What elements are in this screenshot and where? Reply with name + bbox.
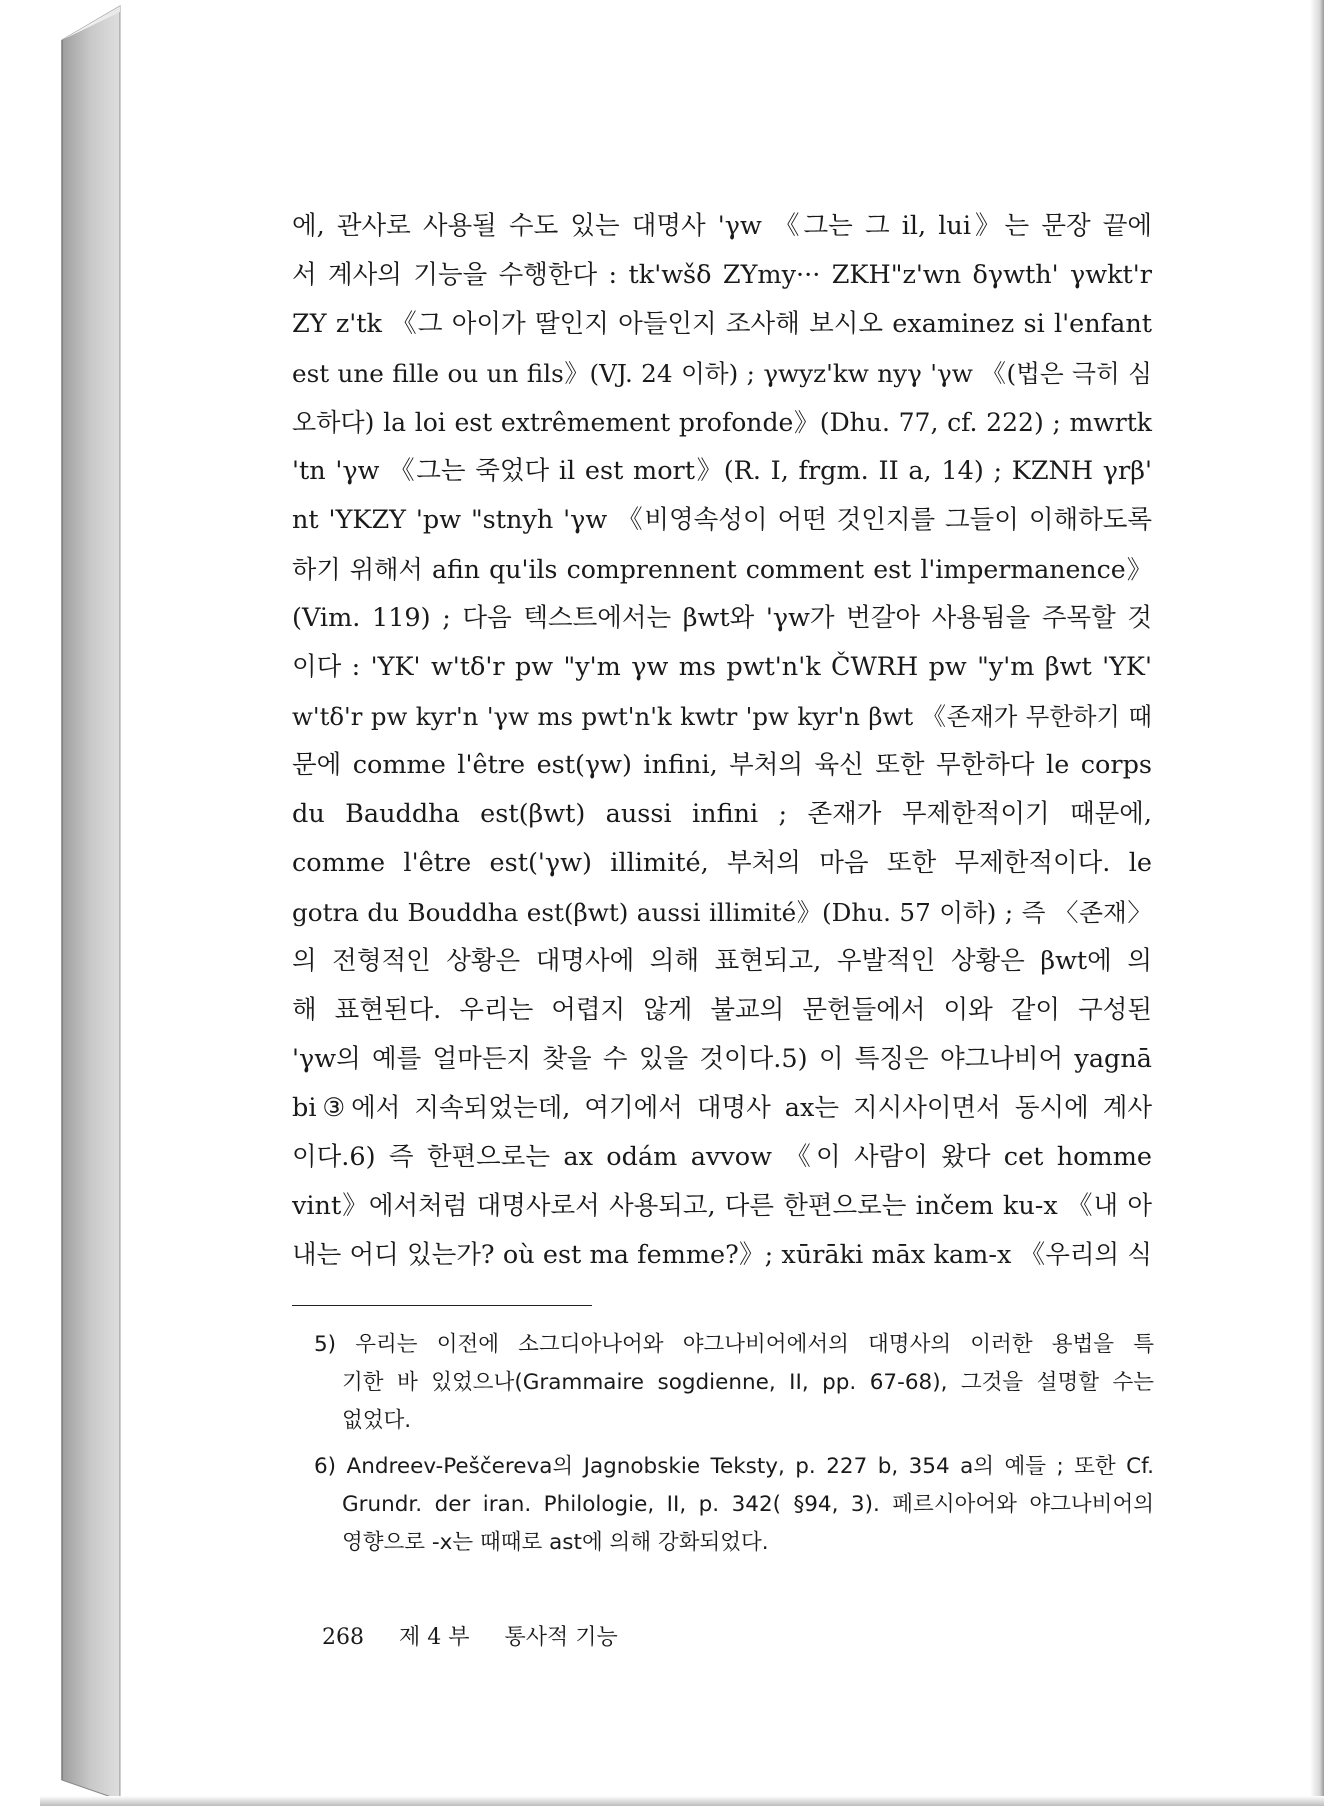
running-head-part: 제 4 부 — [399, 1625, 470, 1650]
text-line: 문에 comme l'être est(γw) infini, 부처의 육신 또한 무한하다 le corps — [292, 750, 1152, 780]
text-line: 오하다) la loi est extrêmement profonde》(Dhu. 77, cf. 222) ; mwrtk — [292, 408, 1152, 437]
text-line: vint》에서처럼 대명사로서 사용되고, 다른 한편으로는 inčem ku-x 《내 아 — [292, 1191, 1152, 1221]
text-line: ZY z'tk 《그 아이가 딸인지 아들인지 조사해 보시오 examinez si l'enfant — [292, 309, 1152, 339]
text-line: 'tn 'γw 《그는 죽었다 il est mort》(R. I, frgm. II a, 14) ; KZNH γrβ' — [292, 456, 1152, 486]
text-line: w'tδ'r pw kyr'n 'γw ms pwt'n'k kwtr 'pw kyr'n βwt 《존재가 무한하기 때 — [292, 702, 1152, 731]
running-head-section: 통사적 기능 — [504, 1625, 618, 1650]
text-line: 이다.6) 즉 한편으로는 ax odám avvow 《이 사람이 왔다 cet homme — [292, 1142, 1152, 1172]
footnote-line: 기한 바 있었으나(Grammaire sogdienne, II, pp. 67-68), 그것을 설명할 수는 — [342, 1370, 1154, 1395]
page-right-shadow — [1310, 0, 1324, 1806]
text-line: comme l'être est('γw) illimité, 부처의 마음 또한 무제한적이다. le — [292, 848, 1152, 878]
text-line: gotra du Bouddha est(βwt) aussi illimité》(Dhu. 57 이하) ; 즉 〈존재〉 — [292, 898, 1152, 927]
footnote-line: 6) Andreev-Peščereva의 Jagnobskie Teksty, p. 227 b, 354 a의 예들 ; 또한 Cf. — [314, 1454, 1154, 1479]
text-line: 'γw의 예를 얼마든지 찾을 수 있을 것이다.5) 이 특징은 야그나비어 yagnā — [292, 1044, 1152, 1074]
text-line: 이다 : 'YK' w'tδ'r pw "y'm γw ms pwt'n'k ČWRH pw "y'm βwt 'YK' — [292, 652, 1152, 682]
text-line: 내는 어디 있는가? où est ma femme?》; xūrāki māx kam-x 《우리의 식 — [292, 1240, 1152, 1270]
footnotes-block — [314, 1326, 1154, 1562]
footnote-separator — [292, 1305, 592, 1306]
text-line: est une fille ou un fils》(VJ. 24 이하) ; γwyz'kw nyγ 'γw 《(법은 극히 심 — [292, 359, 1152, 388]
footnote-line: Grundr. der iran. Philologie, II, p. 342( §94, 3). 페르시아어와 야그나비어의 — [342, 1492, 1154, 1517]
page-footer — [322, 1620, 646, 1651]
page-number: 268 — [322, 1625, 364, 1650]
text-line: bi③에서 지속되었는데, 여기에서 대명사 ax는 지시사이면서 동시에 계사 — [292, 1093, 1152, 1123]
footnote-line: 영향으로 -x는 때때로 ast에 의해 강화되었다. — [342, 1530, 769, 1555]
text-line: du Bauddha est(βwt) aussi infini ; 존재가 무제한적이기 때문에, — [292, 799, 1152, 829]
text-line: 해 표현된다. 우리는 어렵지 않게 불교의 문헌들에서 이와 같이 구성된 — [292, 995, 1152, 1025]
text-line: 하기 위해서 afin qu'ils comprennent comment est l'impermanence》 — [292, 555, 1152, 584]
text-line: (Vim. 119) ; 다음 텍스트에서는 βwt와 'γw가 번갈아 사용됨을 주목할 것 — [292, 603, 1152, 633]
text-line: 의 전형적인 상황은 대명사에 의해 표현되고, 우발적인 상황은 βwt에 의 — [292, 946, 1152, 976]
text-line: 서 계사의 기능을 수행한다 : tk'wšδ ZYmy··· ZKH"z'wn δγwth' γwkt'r — [292, 260, 1152, 290]
text-line: nt 'YKZY 'pw "stnyh 'γw 《비영속성이 어떤 것인지를 그들이 이해하도록 — [292, 505, 1152, 535]
footnote-line: 없었다. — [342, 1408, 412, 1433]
text-line: 에, 관사로 사용될 수도 있는 대명사 'γw 《그는 그 il, lui》는 문장 끝에 — [292, 211, 1152, 241]
footnote-6 — [314, 1448, 1154, 1562]
footnote-line: 5) 우리는 이전에 소그디아나어와 야그나비어에서의 대명사의 이러한 용법을 특 — [314, 1332, 1154, 1357]
main-text-block — [292, 202, 1152, 1280]
page-bottom-shadow — [40, 1796, 1324, 1806]
footnote-5 — [314, 1326, 1154, 1440]
